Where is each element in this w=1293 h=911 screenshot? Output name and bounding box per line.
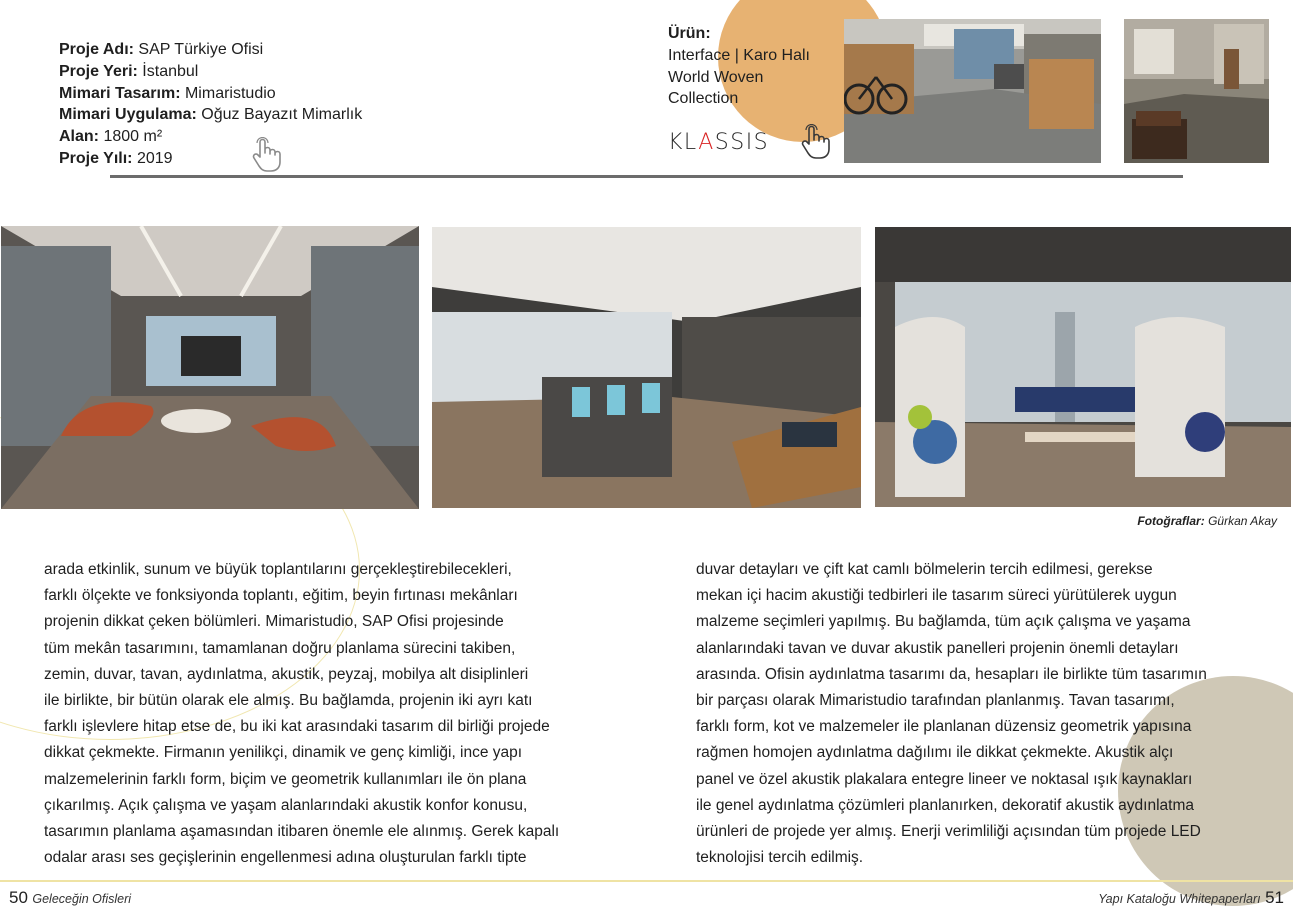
contractor-row: Mimari Uygulama: Oğuz Bayazıt Mimarlık bbox=[59, 106, 363, 124]
product-line: World Woven bbox=[668, 68, 764, 86]
product-line: Collection bbox=[668, 90, 739, 108]
footer-left bbox=[9, 888, 131, 908]
year-row: Proje Yılı: 2019 bbox=[59, 149, 173, 167]
body-line: tüm mekân tasarımını, tamamlanan doğru planlama sürecini takiben, bbox=[44, 639, 516, 657]
project-info bbox=[59, 39, 362, 170]
body-line: dikkat çekmekte. Firmanın yenilikçi, dinamik ve genç kimliği, ince yapı bbox=[44, 744, 523, 762]
body-line: farklı işlevlere hitap etse de, bu iki kat arasındaki tasarım dil birliği projede bbox=[44, 718, 550, 736]
project-location-row: Proje Yeri: İstanbul bbox=[59, 62, 199, 80]
architect-row: Mimari Tasarım: Mimaristudio bbox=[59, 84, 276, 102]
cafe-bar-stools-photo bbox=[432, 227, 861, 508]
body-line: bir parçası olarak Mimaristudio tarafından planlanmış. Tavan tasarımı, bbox=[696, 692, 1175, 710]
body-line: arasında. Ofisin aydınlatma tasarımı da, hesapları ile birlikte tüm tasarımın bbox=[696, 665, 1207, 683]
body-line: tasarımın planlama aşamasından itibaren önemle ele alınmış. Gerek kapalı bbox=[44, 823, 560, 841]
body-column-left bbox=[44, 557, 604, 871]
body-line: ile genel aydınlatma çözümleri planlanırken, dekoratif akustik aydınlatma bbox=[696, 796, 1194, 814]
page-number-left: 50 bbox=[9, 888, 28, 907]
body-line: zemin, duvar, tavan, aydınlatma, akustik, peyzaj, mobilya alt disiplinleri bbox=[44, 665, 529, 683]
body-line: malzeme seçimleri yapılmış. Bu bağlamda, tüm açık çalışma ve yaşama bbox=[696, 613, 1191, 631]
lounge-orange-sofas-photo bbox=[1, 226, 419, 509]
body-line: farklı form, kot ve malzemeler ile planlanan düzensiz geometrik yapısına bbox=[696, 718, 1192, 736]
project-name-row: Proje Adı: SAP Türkiye Ofisi bbox=[59, 41, 264, 58]
body-line: arada etkinlik, sunum ve büyük toplantılarını gerçekleştirebilecekleri, bbox=[44, 561, 512, 578]
body-line: duvar detayları ve çift kat camlı bölmelerin tercih edilmesi, gerekse bbox=[696, 561, 1153, 578]
office-lounge-photo bbox=[1124, 19, 1269, 163]
header-divider bbox=[110, 175, 1183, 178]
hand-pointer-icon[interactable] bbox=[250, 137, 282, 173]
footer-divider bbox=[0, 880, 1293, 882]
page-number-right: 51 bbox=[1265, 888, 1284, 907]
product-line: Interface | Karo Halı bbox=[668, 46, 810, 64]
lounge-blue-chairs-photo bbox=[875, 227, 1291, 507]
hand-pointer-icon[interactable] bbox=[799, 124, 831, 160]
body-line: ürünleri de projede yer almış. Enerji verimliliği açısından tüm projede LED bbox=[696, 823, 1201, 841]
publication-title: Yapı Kataloğu Whitepaperları bbox=[1098, 892, 1261, 906]
product-info bbox=[668, 23, 838, 110]
body-line: mekan içi hacim akustiği tedbirleri ile tasarım süreci yürütülerek uygun bbox=[696, 587, 1177, 605]
body-line: odalar arası ses geçişlerinin engellenmesi adına oluşturulan farklı tipte bbox=[44, 849, 527, 867]
body-column-right bbox=[696, 557, 1256, 871]
body-line: malzemelerinin farklı form, biçim ve geometrik kullanımları ile ön plana bbox=[44, 770, 527, 788]
product-label: Ürün: bbox=[668, 25, 711, 42]
body-line: ile birlikte, bir bütün olarak ele almış. Bu bağlamda, projenin iki ayrı katı bbox=[44, 692, 533, 710]
office-carpet-photo bbox=[844, 19, 1101, 163]
footer-right bbox=[1098, 888, 1284, 908]
body-line: teknolojisi tercih edilmiş. bbox=[696, 849, 864, 867]
body-line: çıkarılmış. Açık çalışma ve yaşam alanlarındaki akustik konfor konusu, bbox=[44, 796, 528, 814]
body-line: panel ve özel akustik plakalara entegre lineer ve noktasal ışık kaynakları bbox=[696, 770, 1193, 788]
body-line: farklı ölçekte ve fonksiyonda toplantı, eğitim, beyin fırtınası mekânları bbox=[44, 587, 518, 605]
section-title: Geleceğin Ofisleri bbox=[32, 892, 132, 906]
photo-credit: Fotoğraflar: Gürkan Akay bbox=[1137, 514, 1277, 528]
body-line: rağmen homojen aydınlatma dağılımı ile dikkat çekmekte. Akustik alçı bbox=[696, 744, 1174, 762]
klassis-logo[interactable]: KLASSIS bbox=[668, 130, 770, 155]
body-line: alanlarındaki tavan ve duvar akustik panelleri projenin önemli detayları bbox=[696, 639, 1179, 657]
body-line: projenin dikkat çeken bölümleri. Mimaristudio, SAP Ofisi projesinde bbox=[44, 613, 504, 631]
area-row: Alan: 1800 m² bbox=[59, 128, 163, 146]
